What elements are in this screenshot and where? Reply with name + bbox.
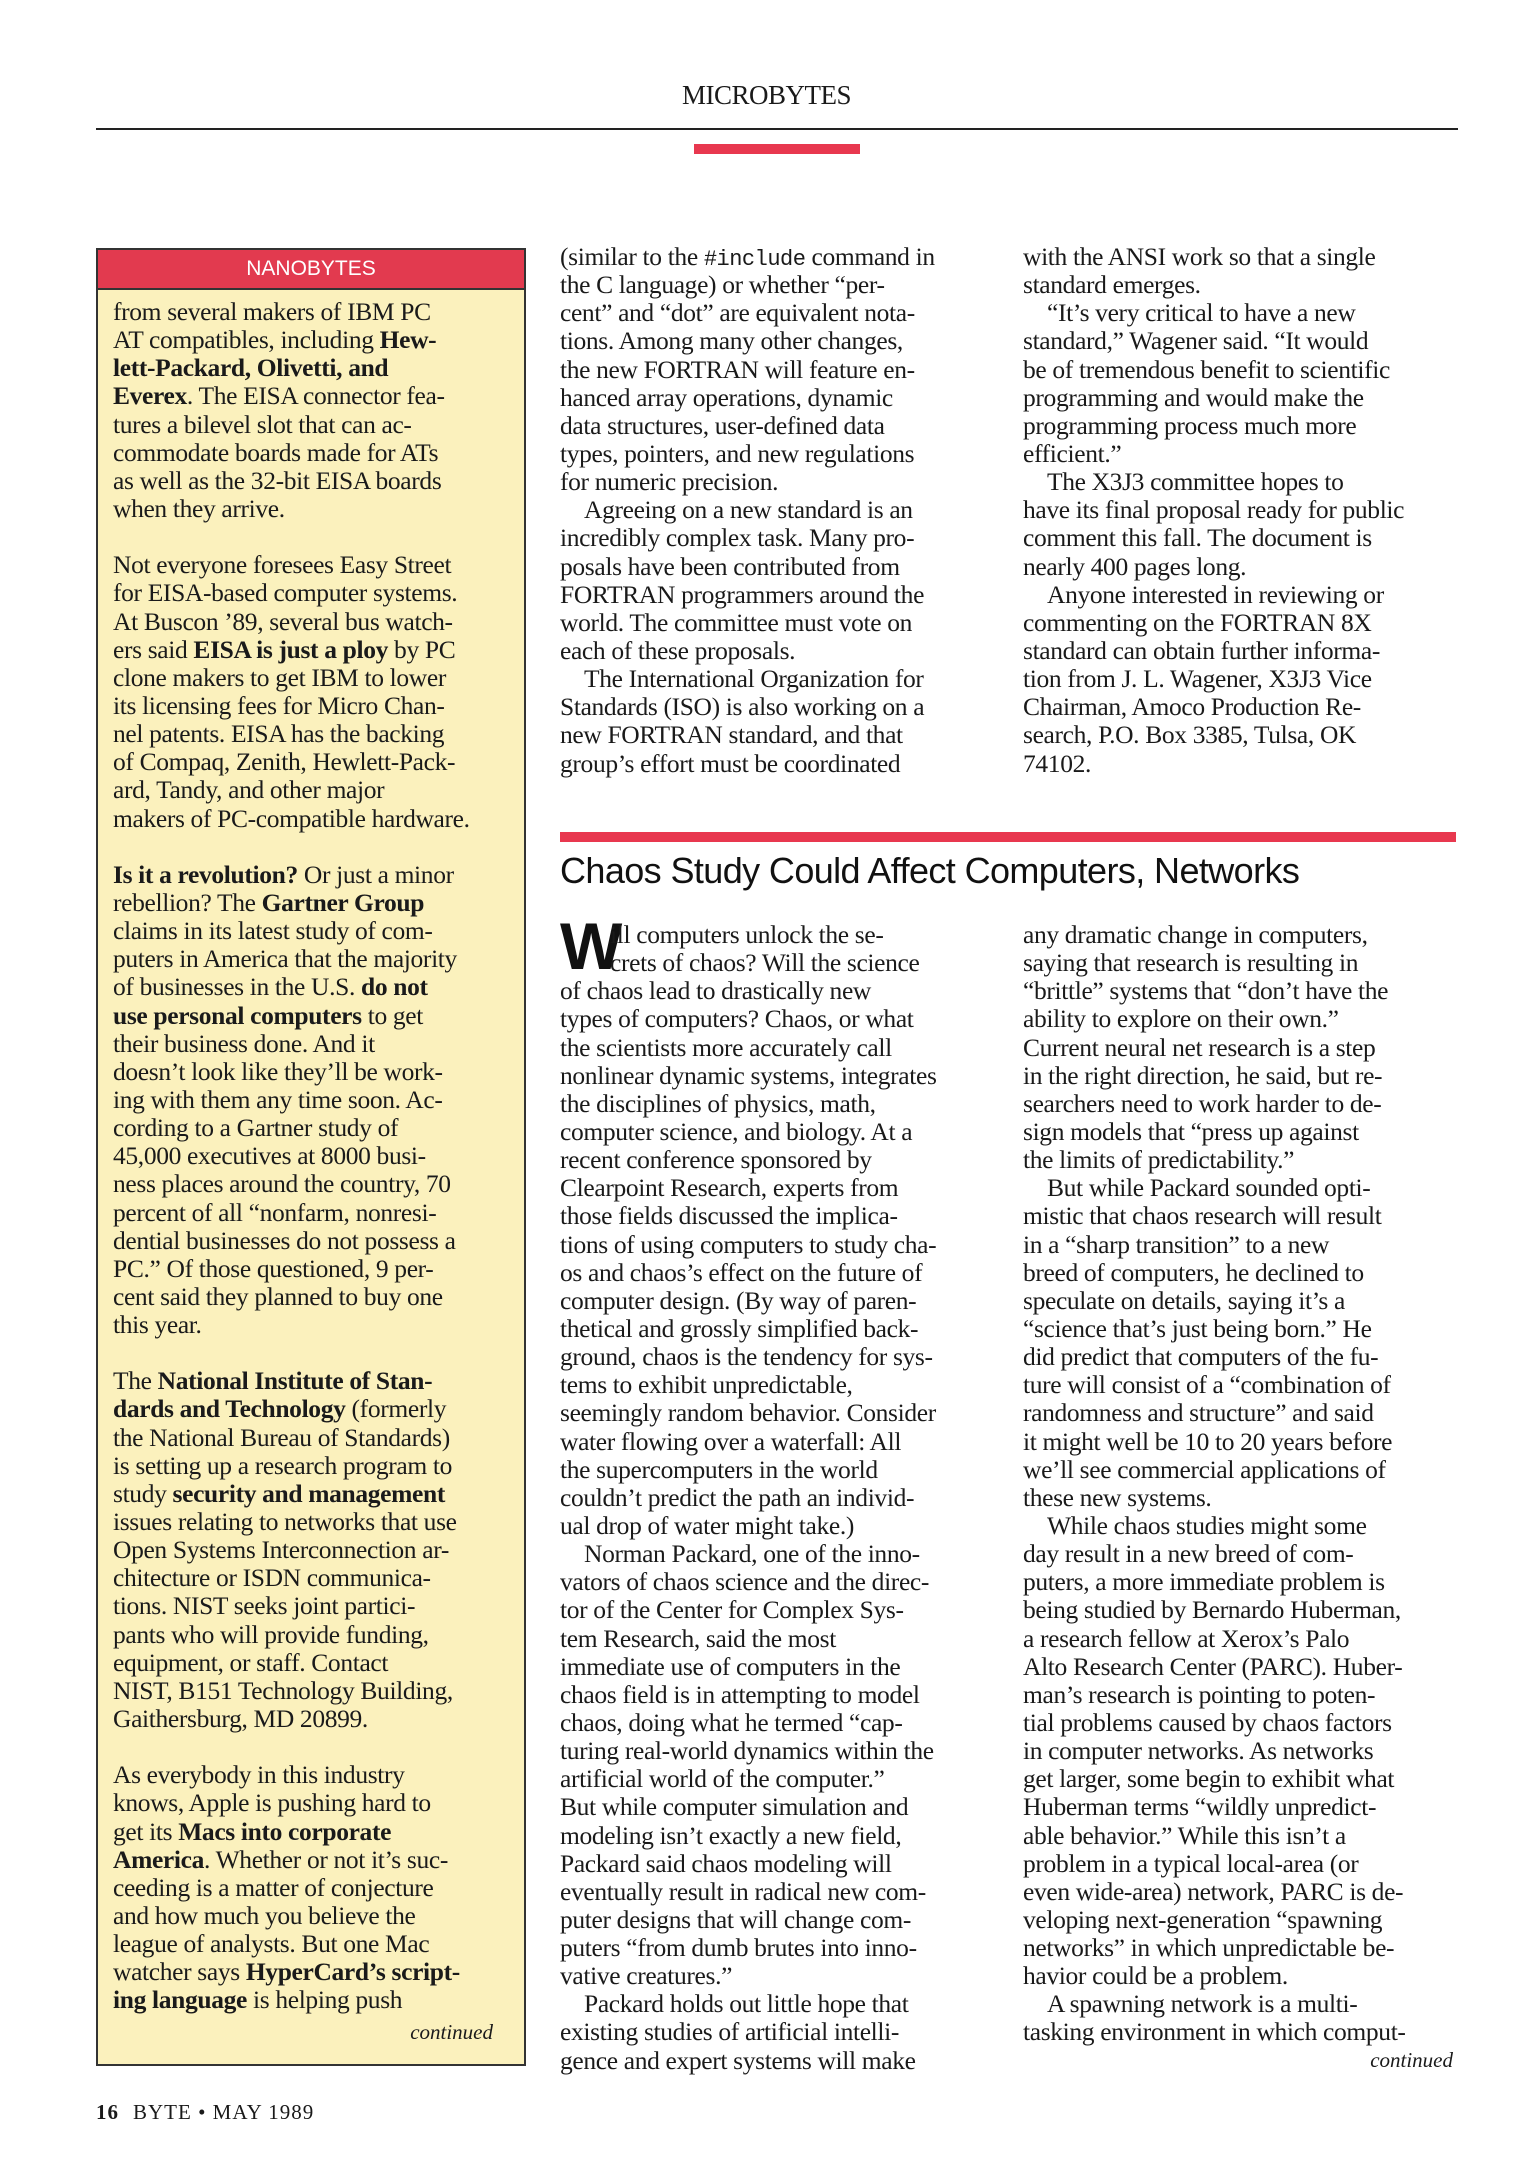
text-line (113, 1367, 470, 1395)
text-run: Anyone interested in reviewing or (1047, 579, 1384, 609)
text-line: standard,” Wagener said. “It would (1023, 326, 1369, 356)
text-line: Not everyone foresees Easy Street (113, 550, 452, 580)
text-line: cent said they planned to buy one (113, 1281, 443, 1311)
text-line: mistic that chaos research will result (1023, 1201, 1382, 1231)
text-line: with the ANSI work so that a single (1023, 242, 1376, 271)
bold-text: Hew- (379, 325, 437, 355)
text-line: its licensing fees for Micro Chan- (113, 690, 445, 720)
text-line: a research fellow at Xerox’s Palo (1023, 1623, 1350, 1653)
text-line: and how much you believe the (113, 1901, 416, 1931)
text-line: tions of using computers to study cha- (560, 1229, 937, 1259)
text-line: tial problems caused by chaos factors (1023, 1707, 1392, 1737)
text-line: for EISA-based computer systems. (113, 578, 458, 608)
text-line: types, pointers, and new regulations (560, 438, 915, 468)
text-run: The X3J3 committee hopes to (1047, 467, 1344, 497)
text-line: tor of the Center for Complex Sys- (560, 1595, 904, 1625)
text-run: Agreeing on a new standard is an (584, 495, 913, 525)
text-line: 45,000 executives at 8000 busi- (113, 1141, 426, 1171)
text-line: As everybody in this industry (113, 1760, 405, 1790)
section-title: MICROBYTES (681, 80, 852, 110)
text-line (560, 243, 935, 271)
text-line: puters, a more immediate problem is (1023, 1567, 1385, 1597)
text-run: But while Packard sounded opti- (1047, 1173, 1371, 1203)
text-line: Clearpoint Research, experts from (560, 1173, 899, 1203)
text-line: chaos field is in attempting to model (560, 1679, 920, 1709)
text-line: randomness and structure” and said (1023, 1398, 1374, 1428)
text-line: search, P.O. Box 3385, Tulsa, OK (1023, 720, 1357, 750)
sidebar-title: NANOBYTES (98, 250, 524, 290)
text-line: this year. (113, 1310, 202, 1340)
text-line: the C language) or whether “per- (560, 270, 885, 300)
text-run: command in (805, 242, 935, 271)
bold-text: America (113, 1844, 204, 1874)
text-line (113, 523, 470, 551)
text-line: chitecture or ISDN communica- (113, 1563, 431, 1593)
text-line: day result in a new breed of com- (1023, 1539, 1354, 1569)
text-line (113, 973, 470, 1001)
text-line: searchers need to work harder to de- (1023, 1088, 1382, 1118)
text-line: those fields discussed the implica- (560, 1201, 898, 1231)
text-line: clone makers to get IBM to lower (113, 662, 446, 692)
text-line: each of these proposals. (560, 635, 796, 665)
text-line: pants who will provide funding, (113, 1619, 429, 1649)
text-line: problem in a typical local-area (or (1023, 1848, 1359, 1878)
text-line: NIST, B151 Technology Building, (113, 1675, 453, 1705)
text-line: programming process much more (1023, 410, 1357, 440)
text-line: their business done. And it (113, 1028, 375, 1058)
text-line: group’s effort must be coordinated (560, 748, 901, 778)
text-line: nearly 400 pages long. (1023, 551, 1247, 581)
text-line: FORTRAN programmers around the (560, 579, 925, 609)
text-line: the disciplines of physics, math, (560, 1088, 876, 1118)
text-line: puter designs that will change com- (560, 1904, 912, 1934)
text-line: “brittle” systems that “don’t have the (1023, 976, 1389, 1006)
sidebar-continued: continued (410, 2020, 493, 2044)
text-line: tems to exhibit unpredictable, (560, 1370, 853, 1400)
text-line (113, 1395, 470, 1423)
text-line (1023, 468, 1404, 496)
text-line (113, 1480, 470, 1508)
text-line: artificial world of the computer.” (560, 1764, 885, 1794)
text-line (560, 1990, 937, 2018)
text-line: makers of PC-compatible hardware. (113, 803, 470, 833)
text-line: of chaos lead to drastically new (560, 976, 871, 1006)
text-line (113, 1002, 470, 1030)
text-line: data structures, user-defined data (560, 410, 885, 440)
text-line: ness places around the country, 70 (113, 1169, 451, 1199)
text-line: ground, chaos is the tendency for sys- (560, 1342, 933, 1372)
text-line: puters in America that the majority (113, 944, 457, 974)
text-line: for numeric precision. (560, 467, 779, 497)
text-run: . Whether or not it’s suc- (204, 1844, 448, 1874)
bold-text: National Institute of Stan- (157, 1366, 433, 1396)
text-line (113, 1958, 470, 1986)
text-line: 74102. (1023, 748, 1092, 778)
text-line (113, 1986, 470, 2014)
bold-text: Everex (113, 381, 187, 411)
fortran-column-2 (1023, 243, 1404, 778)
text-line: standard can obtain further informa- (1023, 635, 1381, 665)
text-run: “It’s very critical to have a new (1047, 298, 1356, 328)
text-line: nel patents. EISA has the backing (113, 719, 445, 749)
text-line: new FORTRAN standard, and that (560, 720, 903, 750)
text-line: when they arrive. (113, 493, 285, 523)
magazine-issue: BYTE • MAY 1989 (133, 2100, 315, 2124)
text-run: While chaos studies might some (1047, 1510, 1367, 1540)
text-line: the National Bureau of Standards) (113, 1422, 450, 1452)
text-run: study (113, 1478, 173, 1508)
text-line: sign models that “press up against (1023, 1116, 1359, 1146)
text-run: The (113, 1366, 158, 1396)
bold-text: EISA is just a ploy (193, 634, 389, 664)
text-line: seemingly random behavior. Consider (560, 1398, 936, 1428)
text-line: as well as the 32-bit EISA boards (113, 465, 442, 495)
text-line: doesn’t look like they’ll be work- (113, 1056, 443, 1086)
header-accent-bar (694, 144, 860, 154)
text-line: it might well be 10 to 20 years before (1023, 1426, 1393, 1456)
bold-text: Gartner Group (261, 887, 425, 917)
text-line: ual drop of water might take.) (560, 1510, 854, 1540)
text-line: even wide-area) network, PARC is de- (1023, 1876, 1404, 1906)
text-line (113, 326, 470, 354)
text-line: Packard said chaos modeling will (560, 1848, 892, 1878)
text-line (1023, 581, 1404, 609)
text-line: gence and expert systems will make (560, 2045, 916, 2075)
text-line: from several makers of IBM PC (113, 297, 431, 326)
text-line: claims in its latest study of com- (113, 916, 433, 946)
text-line (113, 1339, 470, 1367)
text-line: couldn’t predict the path an individ- (560, 1482, 915, 1512)
text-line: be of tremendous benefit to scientific (1023, 354, 1390, 384)
text-run: ers said (113, 634, 194, 664)
text-line (560, 1540, 937, 1568)
text-line (1023, 299, 1404, 327)
text-line: havior could be a problem. (1023, 1961, 1288, 1991)
text-line: At Buscon ’89, several bus watch- (113, 606, 453, 636)
text-line: modeling isn’t exactly a new field, (560, 1820, 902, 1850)
bold-text: lett-Packard, Olivetti, and (113, 353, 389, 383)
text-line (113, 1846, 470, 1874)
text-line (113, 833, 470, 861)
text-line: tion from J. L. Wagener, X3J3 Vice (1023, 664, 1372, 694)
text-run: watcher says (113, 1957, 246, 1987)
text-run: The International Organization for (584, 664, 924, 694)
bold-text: ing language (113, 1985, 247, 2015)
text-run: AT compatibles, including (113, 325, 380, 355)
text-line: tures a bilevel slot that can ac- (113, 409, 412, 439)
text-line: dential businesses do not possess a (113, 1225, 456, 1255)
text-line: existing studies of artificial intelli- (560, 2017, 900, 2047)
text-line: world. The committee must vote on (560, 607, 912, 637)
text-line: computer science, and biology. At a (560, 1116, 913, 1146)
header-rule (96, 128, 1458, 130)
text-line: being studied by Bernardo Huberman, (1023, 1595, 1401, 1625)
text-line: tions. Among many other changes, (560, 326, 903, 356)
text-line: tasking environment in which comput- (1023, 2017, 1406, 2047)
text-line: posals have been contributed from (560, 551, 900, 581)
text-line: standard emerges. (1023, 270, 1201, 300)
text-line (560, 665, 935, 693)
text-line: man’s research is pointing to poten- (1023, 1679, 1376, 1709)
text-line: incredibly complex task. Many pro- (560, 523, 915, 553)
text-line: of Compaq, Zenith, Hewlett-Pack- (113, 747, 456, 777)
text-line (113, 354, 470, 382)
bold-text: dards and Technology (113, 1394, 346, 1424)
text-line: in computer networks. As networks (1023, 1736, 1374, 1766)
text-line: chaos, doing what he termed “cap- (560, 1707, 903, 1737)
text-line: in a “sharp transition” to a new (1023, 1229, 1330, 1259)
text-line: nonlinear dynamic systems, integrates (560, 1060, 937, 1090)
bold-text: HyperCard’s script- (245, 1957, 460, 1987)
text-line (1023, 1512, 1406, 1540)
text-line: commodate boards made for ATs (113, 437, 439, 467)
text-line: programming and would make the (1023, 382, 1364, 412)
text-line: ceeding is a matter of conjecture (113, 1872, 434, 1902)
text-line: ing with them any time soon. Ac- (113, 1084, 443, 1114)
text-line: have its final proposal ready for public (1023, 495, 1405, 525)
text-line: the new FORTRAN will feature en- (560, 354, 915, 384)
text-run: Packard holds out little hope that (584, 1989, 909, 2019)
text-line: efficient.” (1023, 438, 1122, 468)
text-line: veloping next-generation “spawning (1023, 1904, 1383, 1934)
text-line: eventually result in radical new com- (560, 1876, 926, 1906)
article-column-1 (560, 921, 937, 2075)
text-run: A spawning network is a multi- (1047, 1989, 1358, 2019)
text-line: we’ll see commercial applications of (1023, 1454, 1386, 1484)
bold-text: Macs into corporate (178, 1816, 392, 1846)
text-run: Norman Packard, one of the inno- (584, 1539, 920, 1569)
text-line: Current neural net research is a step (1023, 1032, 1376, 1062)
text-line: saying that research is resulting in (1023, 948, 1359, 978)
article-divider (560, 832, 1456, 842)
text-line: issues relating to networks that use (113, 1507, 457, 1537)
text-line: cent” and “dot” are equivalent nota- (560, 298, 915, 328)
article-continued: continued (1370, 2048, 1453, 2072)
page-footer (96, 2100, 314, 2125)
text-line: the scientists more accurately call (560, 1032, 892, 1062)
text-line: any dramatic change in computers, (1023, 920, 1368, 949)
text-line (113, 861, 470, 889)
text-run: crets of chaos? Will the science (610, 948, 920, 978)
text-run: of businesses in the U.S. (113, 972, 362, 1002)
article-column-2 (1023, 921, 1406, 2047)
text-line: get larger, some begin to exhibit what (1023, 1764, 1395, 1794)
sidebar-text (113, 298, 470, 2015)
bold-text: use personal computers (113, 1000, 362, 1030)
text-line (113, 636, 470, 664)
text-line (113, 382, 470, 410)
text-line: tions. NIST seeks joint partici- (113, 1591, 416, 1621)
text-line: in the right direction, he said, but re- (1023, 1060, 1383, 1090)
text-line: cording to a Gartner study of (113, 1113, 399, 1143)
text-line: ard, Tandy, and other major (113, 775, 385, 805)
text-line: vative creatures.” (560, 1961, 733, 1991)
text-line: the supercomputers in the world (560, 1454, 878, 1484)
page-number: 16 (96, 2100, 119, 2124)
text-line: os and chaos’s effect on the future of (560, 1257, 923, 1287)
text-line: puters “from dumb brutes into inno- (560, 1933, 917, 1963)
text-line: immediate use of computers in the (560, 1651, 901, 1681)
text-line (560, 949, 937, 977)
text-line: “science that’s just being born.” He (1023, 1313, 1372, 1343)
text-line (113, 1733, 470, 1761)
text-line: these new systems. (1023, 1482, 1212, 1512)
text-run: get its (113, 1816, 179, 1846)
text-line: turing real-world dynamics within the (560, 1736, 934, 1766)
text-line: equipment, or staff. Contact (113, 1647, 389, 1677)
text-run: to get (361, 1000, 424, 1030)
text-line: Open Systems Interconnection ar- (113, 1535, 449, 1565)
text-line: did predict that computers of the fu- (1023, 1342, 1379, 1372)
text-line: able behavior.” While this isn’t a (1023, 1820, 1346, 1850)
text-line: Huberman terms “wildly unpredict- (1023, 1792, 1377, 1822)
text-line (1023, 1990, 1406, 2018)
text-line: Alto Research Center (PARC). Huber- (1023, 1651, 1403, 1681)
text-line: Gaithersburg, MD 20899. (113, 1704, 368, 1734)
text-line: But while computer simulation and (560, 1792, 909, 1822)
text-run: by PC (388, 634, 456, 664)
text-line: breed of computers, he declined to (1023, 1257, 1364, 1287)
text-line (560, 496, 935, 524)
bold-text: do not (361, 972, 428, 1002)
text-run: . The EISA connector fea- (186, 381, 445, 411)
text-line: is setting up a research program to (113, 1450, 452, 1480)
text-run: Or just a minor (297, 859, 454, 889)
bold-text: Is it a revolution? (113, 859, 298, 889)
text-line: comment this fall. The document is (1023, 523, 1372, 553)
text-line: Standards (ISO) is also working on a (560, 692, 925, 722)
text-line: hanced array operations, dynamic (560, 382, 893, 412)
text-line: the limits of predictability.” (1023, 1145, 1295, 1175)
text-run: is helping push (246, 1985, 403, 2015)
code-text: #include (703, 247, 806, 272)
text-line: networks” in which unpredictable be- (1023, 1933, 1395, 1963)
text-line (113, 1818, 470, 1846)
text-line: ture will consist of a “combination of (1023, 1370, 1391, 1400)
bold-text: security and management (172, 1478, 445, 1508)
text-line: percent of all “nonfarm, nonresi- (113, 1197, 437, 1227)
text-run: (similar to the (560, 242, 704, 271)
text-line: recent conference sponsored by (560, 1145, 872, 1175)
drop-cap: W (560, 909, 623, 983)
text-line: commenting on the FORTRAN 8X (1023, 607, 1372, 637)
text-line: Chairman, Amoco Production Re- (1023, 692, 1361, 722)
text-line: speculate on details, saying it’s a (1023, 1285, 1346, 1315)
text-run: rebellion? The (113, 887, 262, 917)
text-line: league of analysts. But one Mac (113, 1929, 430, 1959)
article-headline: Chaos Study Could Affect Computers, Networks (560, 850, 1300, 891)
text-line: tem Research, said the most (560, 1623, 836, 1653)
fortran-column-1 (560, 243, 935, 778)
text-line: types of computers? Chaos, or what (560, 1004, 914, 1034)
text-line: computer design. (By way of paren- (560, 1285, 917, 1315)
text-line (113, 889, 470, 917)
text-line: vators of chaos science and the direc- (560, 1567, 930, 1597)
text-line: thetical and grossly simplified back- (560, 1313, 919, 1343)
text-run: ill computers unlock the se- (610, 920, 884, 949)
text-line: knows, Apple is pushing hard to (113, 1788, 431, 1818)
text-line: ability to explore on their own.” (1023, 1004, 1339, 1034)
text-line (1023, 1174, 1406, 1202)
text-line: PC.” Of those questioned, 9 per- (113, 1253, 434, 1283)
text-line (560, 921, 937, 949)
text-run: (formerly (345, 1394, 447, 1424)
text-line: water flowing over a waterfall: All (560, 1426, 902, 1456)
